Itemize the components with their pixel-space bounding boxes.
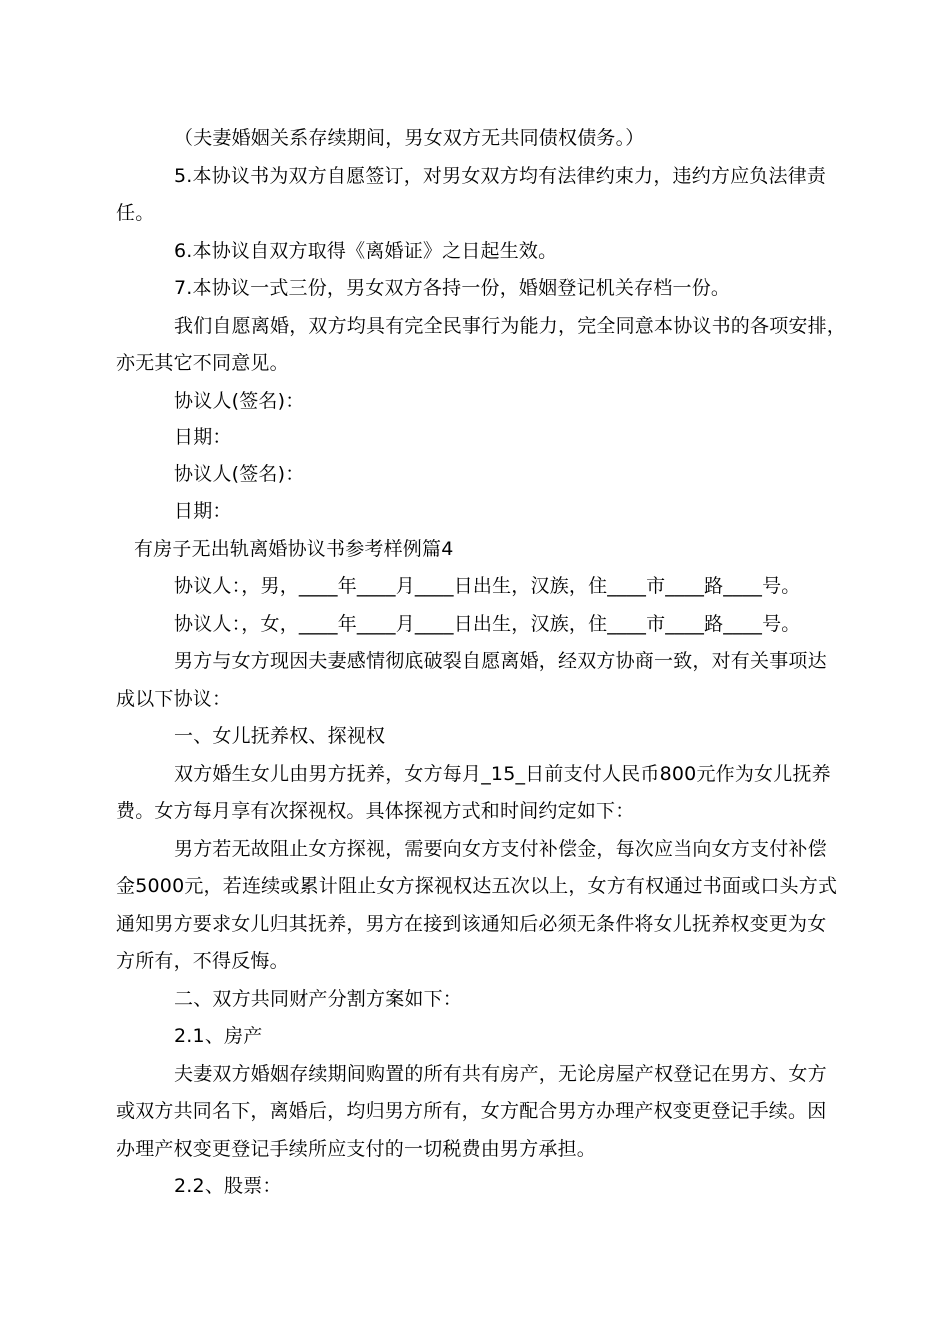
text-line: 6.本协议自双方取得《离婚证》之日起生效。 — [174, 240, 558, 262]
text-line: 双方婚生女儿由男方抚养，女方每月_15_日前支付人民币800元作为女儿抚养 — [174, 763, 831, 785]
date-label: 日期： — [174, 500, 232, 522]
text-line: （夫妻婚姻关系存续期间，男女双方无共同债权债务。） — [174, 127, 645, 149]
signature-label: 协议人(签名)： — [174, 390, 305, 412]
text-line: 或双方共同名下，离婚后，均归男方所有，女方配合男方办理产权变更登记手续。因 — [116, 1100, 827, 1122]
text-line: 成以下协议： — [116, 688, 232, 710]
text-line: 7.本协议一式三份，男女双方各持一份，婚姻登记机关存档一份。 — [174, 277, 731, 299]
text-line: 5.本协议书为双方自愿签订，对男女双方均有法律约束力，违约方应负法律责 — [174, 165, 827, 187]
text-line: 任。 — [116, 202, 155, 224]
signature-label: 协议人(签名)： — [174, 463, 305, 485]
text-line: 费。女方每月享有次探视权。具体探视方式和时间约定如下： — [116, 800, 635, 822]
section-heading: 二、双方共同财产分割方案如下： — [174, 988, 463, 1010]
section-title: 有房子无出轨离婚协议书参考样例篇4 — [134, 538, 454, 560]
date-label: 日期： — [174, 426, 232, 448]
subsection-heading: 2.2、股票： — [174, 1175, 282, 1197]
text-line: 我们自愿离婚，双方均具有完全民事行为能力，完全同意本协议书的各项安排， — [174, 315, 847, 337]
text-line: 通知男方要求女儿归其抚养，男方在接到该通知后必须无条件将女儿抚养权变更为女 — [116, 913, 827, 935]
text-line: 金5000元，若连续或累计阻止女方探视权达五次以上，女方有权通过书面或口头方式 — [116, 875, 838, 897]
text-line: 男方若无故阻止女方探视，需要向女方支付补偿金，每次应当向女方支付补偿 — [174, 838, 827, 860]
text-line: 夫妻双方婚姻存续期间购置的所有共有房产，无论房屋产权登记在男方、女方 — [174, 1063, 827, 1085]
section-heading: 一、女儿抚养权、探视权 — [174, 725, 386, 747]
subsection-heading: 2.1、房产 — [174, 1025, 263, 1047]
text-line: 协议人：，男，____年____月____日出生，汉族，住____市____路____号。 — [174, 575, 801, 597]
text-line: 方所有，不得反悔。 — [116, 950, 289, 972]
text-line: 亦无其它不同意见。 — [116, 352, 289, 374]
text-line: 办理产权变更登记手续所应支付的一切税费由男方承担。 — [116, 1138, 597, 1160]
text-line: 男方与女方现因夫妻感情彻底破裂自愿离婚，经双方协商一致，对有关事项达 — [174, 650, 827, 672]
text-line: 协议人：，女，____年____月____日出生，汉族，住____市____路____号。 — [174, 613, 801, 635]
